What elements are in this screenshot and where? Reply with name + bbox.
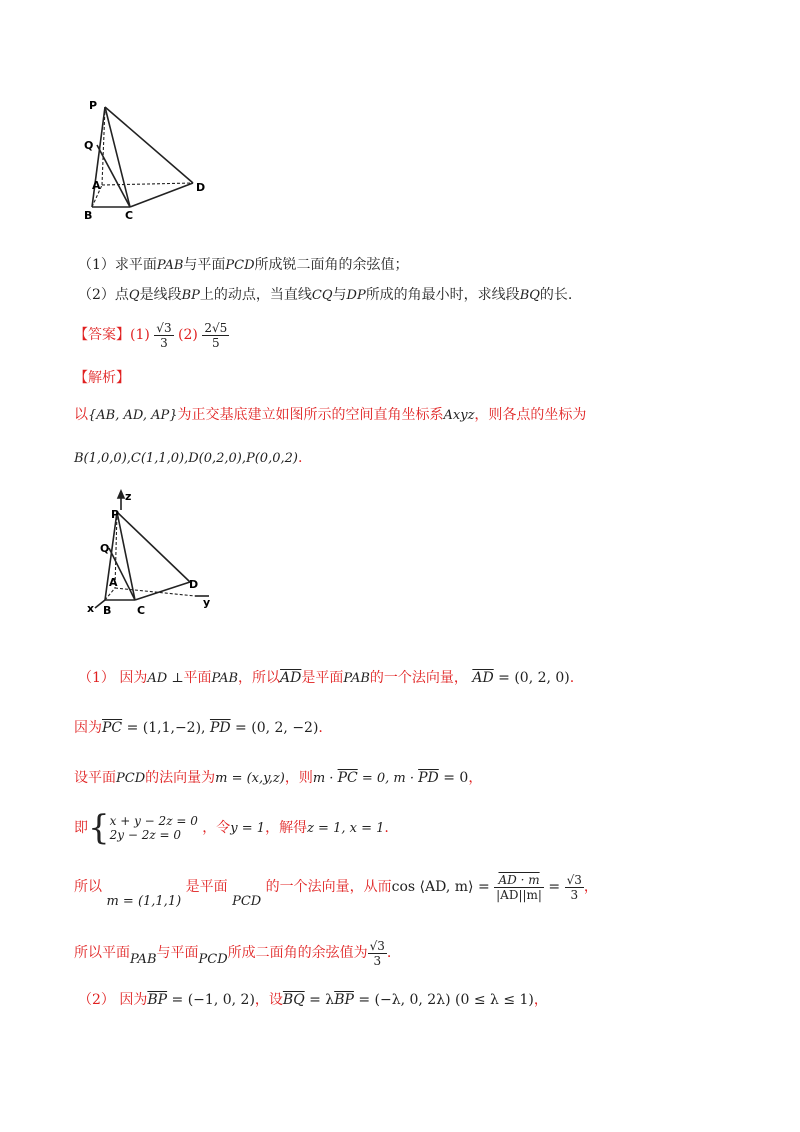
edge-cd [130, 183, 193, 207]
answer-line: 【答案】(1) $\frac{√3}{3}$ (2) $\frac{2√5}{5}$ [74, 320, 228, 350]
edge-pc [105, 107, 130, 207]
edge-pd [105, 107, 193, 183]
solution-step-7: （2） 因为$\overline{BP} = (-1$, 0, 2)，设$\overline{BQ} = \lambda\overline{BP} = (-\lambda$, 0, 2λ) (0 ≤ λ ≤ 1)， [78, 992, 548, 1008]
label-c: C [137, 604, 146, 617]
solution-step-2: 因为$\overline{PC} = (1,1,-2)$, $\overline{PD} = (0$, 2, −2). [74, 720, 323, 736]
label-q: Q [84, 139, 94, 152]
solution-step-5: 所以 m = (1,1,1) 是平面 PCD 的一个法向量，从而cos ⟨AD, m⟩ = $\frac{AD \cdot m}{|AD||m|}$ = $\frac{√3}{3}$ ， [74, 872, 598, 909]
label-p: P [89, 99, 98, 112]
label-x: x [87, 602, 95, 615]
edge-pd [117, 512, 190, 582]
label-p: P [111, 508, 120, 521]
label-y: y [203, 596, 211, 609]
edge-qc [97, 145, 130, 207]
label-a: A [109, 576, 118, 589]
analysis-label: 【解析】 [74, 370, 130, 386]
label-a: A [92, 179, 101, 192]
edge-ad [115, 588, 195, 596]
edge-qc [109, 548, 135, 600]
solution-step-4: 即{ x + y − 2z = 0 2y − 2z = 0 ，令y = 1，解得z = 1, x = 1. [74, 808, 389, 848]
label-z: z [125, 490, 132, 503]
label-b: B [84, 209, 93, 222]
edge-pc [117, 512, 135, 600]
label-c: C [125, 209, 134, 222]
edge-cd [135, 582, 190, 600]
pyramid-figure-2 [85, 488, 220, 618]
coordinates-line: B(1,0,0),C(1,1,0),D(0,2,0),P(0,0,2). [74, 450, 303, 466]
basis-line: 以{AB, AD, AP}为正交基底建立如图所示的空间直角坐标系Axyz，则各点的坐标为 [74, 407, 587, 423]
label-q: Q [100, 542, 110, 555]
z-arrow [118, 491, 124, 498]
pyramid-figure-1 [80, 95, 210, 225]
label-d: D [189, 578, 199, 591]
solution-step-1: （1） 因为AD ⊥平面PAB，所以$\overline{AD}$是平面PAB的一个法向量， $\overline{AD} = (0$, 2, 0). [78, 670, 575, 686]
edge-ad [102, 183, 193, 185]
question-1: （1）求平面PAB与平面PCD所成锐二面角的余弦值； [78, 257, 409, 273]
label-b: B [103, 604, 112, 617]
label-d: D [196, 181, 206, 194]
solution-step-6: 所以平面PAB与平面PCD所成二面角的余弦值为 $\frac{√3}{3}$ . [74, 938, 392, 968]
solution-step-3: 设平面PCD的法向量为m = (x,y,z)，则$m \cdot \overline{PC} = 0$, $m \cdot \overline{PD} = 0$， [74, 770, 483, 786]
question-2: （2）点Q是线段BP上的动点，当直线CQ与DP所成的角最小时，求线段BQ的长. [78, 287, 573, 303]
